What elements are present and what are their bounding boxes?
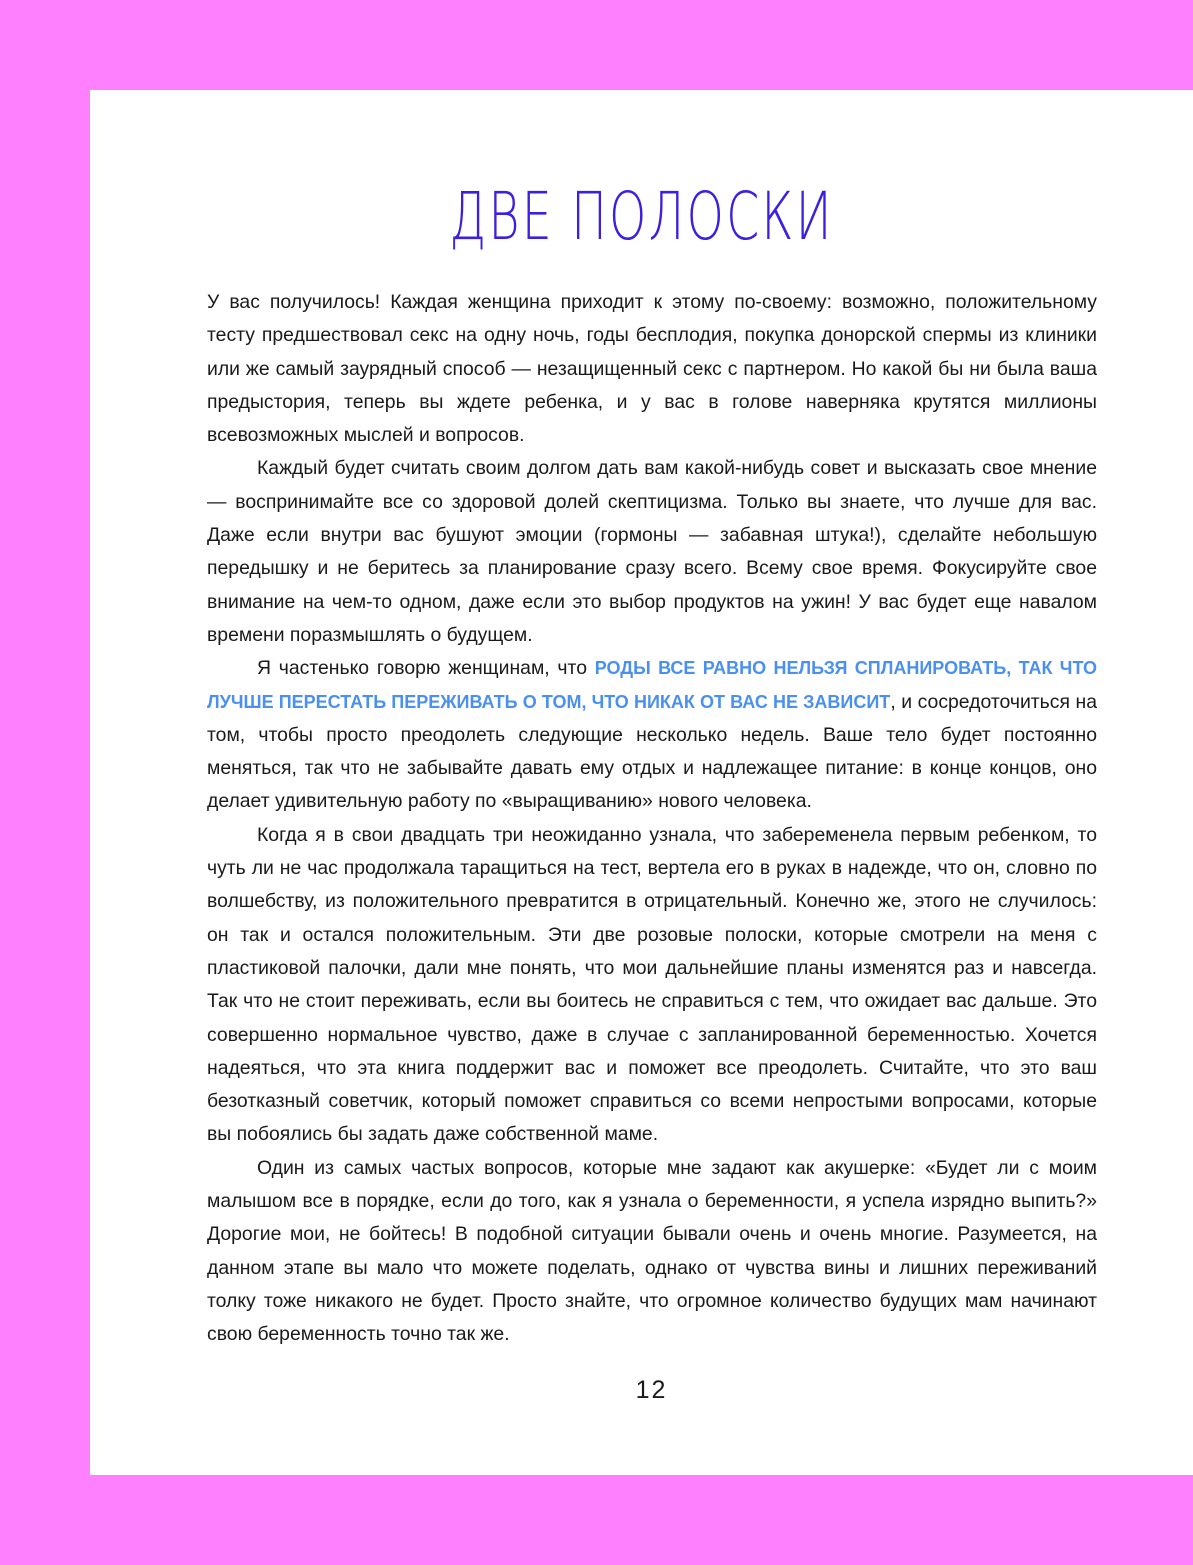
page-number: 12 [635, 1376, 668, 1404]
paragraph-1: У вас получилось! Каждая женщина приходит к этому по-своему: возможно, положительному тесту предшествовал секс на одну ночь, годы бесплодия, покупка донорской спермы из клиники или же самый заурядный способ — незащищенный секс с партнером. Но какой бы ни была ваша предыстория, теперь вы ждете ребенка, и у вас в голове наверняка крутятся миллионы всевозможных мыслей и вопросов. [207, 291, 1097, 447]
paragraph-3-start: Я частенько говорю женщинам, что [257, 657, 595, 680]
chapter-title: ДВЕ ПОЛОСКИ [449, 178, 834, 255]
paragraph-3-end: , и сосредоточиться на том, чтобы просто преодолеть следующие несколько недель. Ваше тело будет постоянно меняться, так что не забывайте давать ему отдых и надлежащее питание: в конце концов, оно делает удивительную работу по «выращиванию» нового человека. [207, 690, 1097, 813]
paragraph-2: Каждый будет считать своим долгом дать вам какой-нибудь совет и высказать свое мнение — воспринимайте все со здоровой долей скептицизма. Только вы знаете, что лучше для вас. Даже если внутри вас бушуют эмоции (гормоны — забавная штука!), сделайте небольшую передышку и не беритесь за планирование сразу всего. Всему свое время. Фокусируйте свое внимание на чем-то одном, даже если это выбор продуктов на ужин! У вас будет еще навалом времени поразмышлять о будущем. [207, 457, 1097, 646]
highlighted-quote: РОДЫ ВСЕ РАВНО НЕЛЬЗЯ СПЛАНИРОВАТЬ, ТАК ЧТО ЛУЧШЕ ПЕРЕСТАТЬ ПЕРЕЖИВАТЬ О ТОМ, ЧТО НИКАК ОТ ВАС НЕ ЗАВИСИТ [207, 658, 1097, 712]
body-text [207, 286, 1097, 1352]
paragraph-4: Когда я в свои двадцать три неожиданно узнала, что забеременела первым ребенком, то чуть ли не час продолжала таращиться на тест, вертела его в руках в надежде, что он, словно по волшебству, из положительного превратится в отрицательный. Конечно же, этого не случилось: он так и остался положительным. Эти две розовые полоски, которые смотрели на меня с пластиковой палочки, дали мне понять, что мои дальнейшие планы изменятся раз и навсегда. Так что не стоит переживать, если вы боитесь не справиться с тем, что ожидает вас дальше. Это совершенно нормальное чувство, даже в случае с запланированной беременностью. Хочется надеяться, что эта книга поддержит вас и поможет все преодолеть. Считайте, что это ваш безотказный советчик, который поможет справиться со всеми непростыми вопросами, которые вы побоялись бы задать даже собственной маме. [207, 823, 1097, 1146]
page-sheet [90, 90, 1193, 1475]
paragraph-5: Один из самых частых вопросов, которые мне задают как акушерке: «Будет ли с моим малышом все в порядке, если до того, как я узнала о беременности, я успела изрядно выпить?» Дорогие мои, не бойтесь! В подобной ситуации бывали очень и очень многие. Разумеется, на данном этапе вы мало что можете поделать, однако от чувства вины и лишних переживаний толку тоже никакого не будет. Просто знайте, что огромное количество будущих мам начинают свою беременность точно так же. [207, 1156, 1097, 1346]
paragraph-3 [207, 652, 1097, 818]
